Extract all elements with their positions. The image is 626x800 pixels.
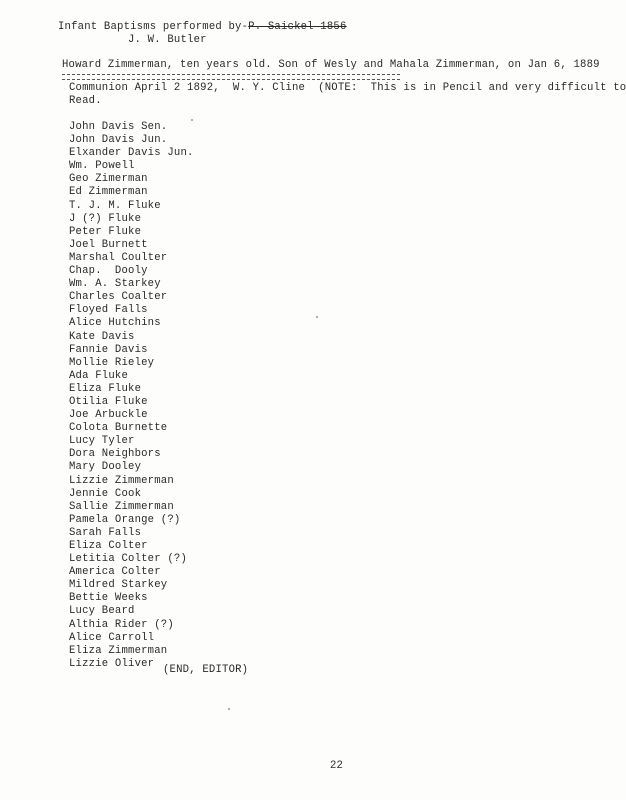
list-item: Lizzie Oliver [69, 657, 155, 670]
communion-line-1: Communion April 2 1892, W. Y. Cline (NOTE: This is in Pencil and very difficult to [69, 82, 626, 94]
baptism-entry: Howard Zimmerman, ten years old. Son of Wesly and Mahala Zimmerman, on Jan 6, 1889 [62, 59, 600, 71]
list-item: Sallie Zimmerman [69, 500, 174, 513]
list-item: J (?) Fluke [69, 212, 142, 225]
list-item: Lucy Tyler [69, 435, 135, 448]
list-item: Joe Arbuckle [69, 409, 148, 422]
list-item: T. J. M. Fluke [69, 199, 161, 212]
double-rule-divider [62, 74, 400, 80]
list-item: Lizzie Zimmerman [69, 474, 174, 487]
list-item: Ada Fluke [69, 369, 129, 382]
list-item: Mary Dooley [69, 461, 142, 474]
header-title [58, 21, 347, 33]
list-item: Joel Burnett [69, 238, 148, 251]
header-title-text: Infant Baptisms performed by- [58, 21, 249, 33]
list-item: Marshal Coulter [69, 251, 168, 264]
list-item: Wm. Powell [69, 160, 135, 173]
list-item: America Colter [69, 566, 161, 579]
list-item: Charles Coalter [69, 291, 168, 304]
list-item: Mollie Rieley [69, 356, 155, 369]
list-item: Lucy Beard [69, 605, 135, 618]
list-item: Eliza Fluke [69, 382, 142, 395]
list-item: Letitia Colter (?) [69, 553, 188, 566]
list-item: Floyed Falls [69, 304, 148, 317]
list-item: Kate Davis [69, 330, 135, 343]
list-item: Chap. Dooly [69, 265, 148, 278]
list-item: Elxander Davis Jun. [69, 147, 194, 160]
header-struck-name: P. Saickel 1856 [248, 21, 347, 33]
list-item: John Davis Sen. [69, 121, 168, 133]
list-item: Eliza Zimmerman [69, 644, 168, 657]
list-item: Alice Carroll [69, 631, 155, 644]
list-item: Wm. A. Starkey [69, 278, 161, 291]
list-item: John Davis Jun. [69, 134, 168, 147]
list-item: Pamela Orange (?) [69, 513, 181, 526]
list-item: Peter Fluke [69, 225, 142, 238]
end-note: (END, EDITOR) [163, 664, 249, 676]
page-number: 22 [330, 760, 344, 772]
list-item: Geo Zimerman [69, 173, 148, 186]
list-item: Dora Neighbors [69, 448, 161, 461]
list-item: Ed Zimmerman [69, 186, 148, 199]
list-item: Bettie Weeks [69, 592, 148, 605]
list-item: Otilia Fluke [69, 395, 148, 408]
list-item: Jennie Cook [69, 487, 142, 500]
communicant-list [69, 121, 194, 671]
paper-speck [316, 316, 318, 318]
list-item: Fannie Davis [69, 343, 148, 356]
list-item: Sarah Falls [69, 526, 142, 539]
list-item: Alice Hutchins [69, 317, 161, 330]
list-item: Colota Burnette [69, 422, 168, 435]
list-item: Eliza Colter [69, 540, 148, 552]
paper-speck [191, 119, 193, 121]
paper-speck [228, 708, 230, 710]
header-officiant: J. W. Butler [128, 34, 207, 46]
communion-line-2: Read. [69, 95, 102, 107]
list-item: Althia Rider (?) [69, 618, 174, 631]
list-item: Mildred Starkey [69, 579, 168, 592]
